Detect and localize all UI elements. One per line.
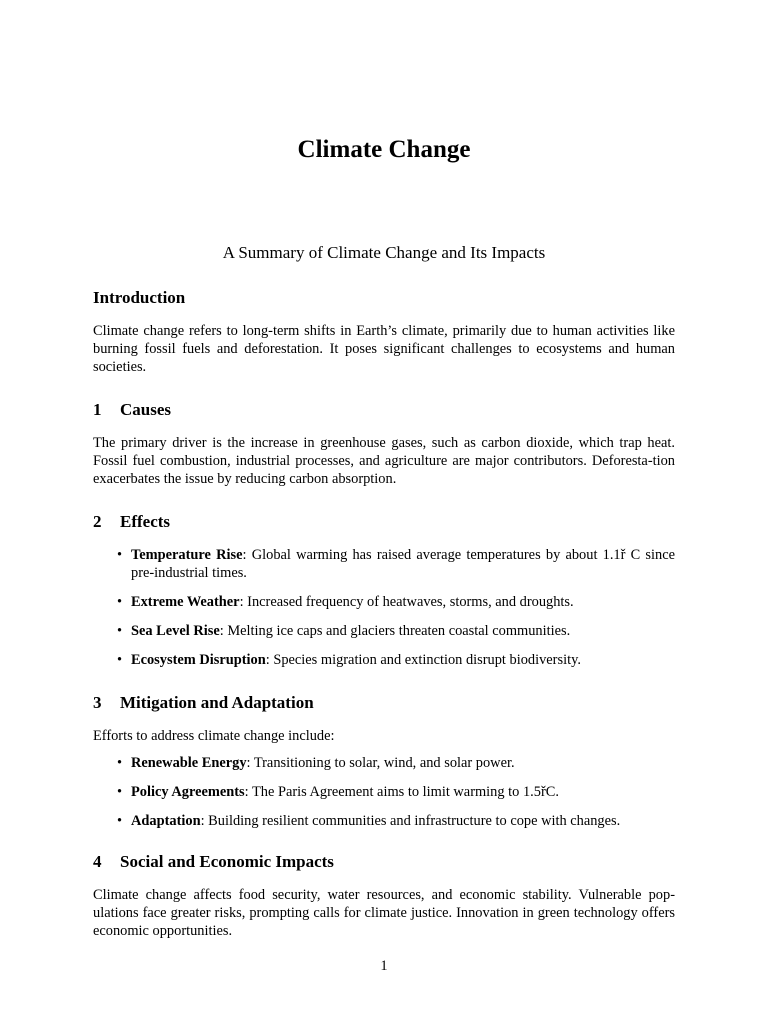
introduction-paragraph: Climate change refers to long-term shifts in Earth’s climate, primarily due to human activities like burning fossil fuels and deforestation. It poses significant challenges to ecosystems and human societies.: [93, 323, 675, 375]
list-item-term: Adaptation: [131, 813, 201, 829]
list-item-term: Temperature Rise: [131, 547, 243, 563]
section-number: 2: [93, 512, 102, 531]
list-item-text: : Building resilient communities and infrastructure to cope with changes.: [200, 813, 621, 829]
document-page: [93, 0, 675, 1024]
section-title: Introduction: [93, 288, 186, 307]
list-item-term: Policy Agreements: [131, 784, 245, 800]
list-item: [93, 783, 675, 801]
list-item-text: : Increased frequency of heatwaves, storms, and droughts.: [239, 594, 574, 610]
document-subtitle: A Summary of Climate Change and Its Impacts: [222, 243, 546, 262]
bullet-icon: •: [117, 652, 123, 668]
list-item: [93, 593, 675, 611]
section-heading-effects: [93, 512, 170, 532]
bullet-icon: •: [117, 547, 123, 563]
page-number: 1: [380, 958, 388, 974]
bullet-icon: •: [117, 755, 123, 771]
list-item-term: Ecosystem Disruption: [131, 652, 266, 668]
list-item-text: : Species migration and extinction disrupt biodiversity.: [265, 652, 581, 668]
list-item: [93, 754, 675, 772]
effects-list: [93, 546, 675, 669]
list-item-term: Sea Level Rise: [131, 623, 220, 639]
section-heading-introduction: [93, 288, 185, 308]
list-item-term: Extreme Weather: [131, 594, 240, 610]
list-item-text: : The Paris Agreement aims to limit warming to 1.5řC.: [244, 784, 559, 800]
list-item: [93, 622, 675, 640]
list-item-term: Renewable Energy: [131, 755, 247, 771]
document-title: Climate Change: [297, 136, 471, 163]
bullet-icon: •: [117, 784, 123, 800]
list-item-text: : Transitioning to solar, wind, and solar power.: [246, 755, 515, 771]
section-title: Causes: [120, 400, 172, 419]
social-paragraph: Climate change affects food security, water resources, and economic stability. Vulnerable pop-ulations face greater risks, prompting calls for climate justice. Innovation in green technology offers economic opportunities.: [93, 887, 675, 939]
mitigation-list: [93, 754, 675, 830]
bullet-icon: •: [117, 813, 123, 829]
section-heading-social: [93, 852, 334, 872]
bullet-icon: •: [117, 623, 123, 639]
list-item-text: : Global warming has raised average temperatures by about 1.1ř C since pre-industrial times.: [131, 547, 675, 581]
section-number: 4: [93, 852, 102, 871]
list-item: [93, 651, 675, 669]
list-item: [93, 546, 675, 582]
section-heading-causes: [93, 400, 171, 420]
section-title: Social and Economic Impacts: [120, 852, 334, 871]
section-heading-mitigation: [93, 693, 314, 713]
bullet-icon: •: [117, 594, 123, 610]
list-item-text: : Melting ice caps and glaciers threaten coastal communities.: [219, 623, 571, 639]
list-item: [93, 812, 675, 830]
mitigation-paragraph: Efforts to address climate change include:: [93, 728, 335, 744]
section-number: 1: [93, 400, 102, 419]
section-number: 3: [93, 693, 102, 712]
section-title: Mitigation and Adaptation: [120, 693, 314, 712]
section-title: Effects: [120, 512, 171, 531]
causes-paragraph: The primary driver is the increase in greenhouse gases, such as carbon dioxide, which trap heat. Fossil fuel combustion, industrial processes, and agriculture are major contributors. Deforesta-tion exacerbates the issue by reducing carbon absorption.: [93, 435, 675, 487]
